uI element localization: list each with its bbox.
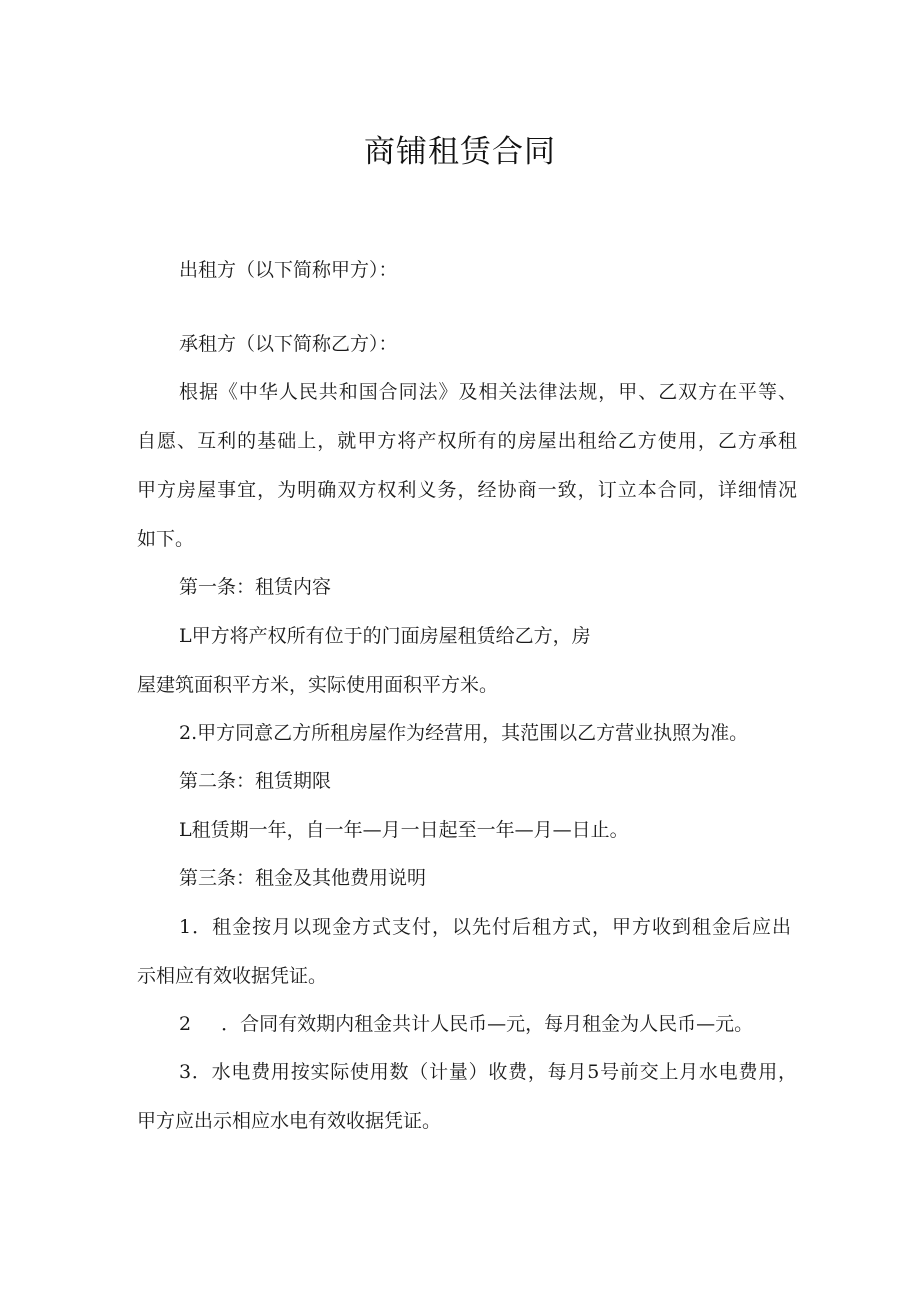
article-1-heading: 第一条：租赁内容 [179,576,332,598]
article-3-item-3-line-1: 3．水电费用按实际使用数（计量）收费，每月5号前交上月水电费用， [179,1061,797,1083]
article-3-item-2-text: ．合同有效期内租金共计人民币—元，每月租金为人民币—元。 [221,1013,754,1035]
article-3-item-2-number: 2 [179,1013,192,1035]
preamble-line-1: 根据《中华人民共和国合同法》及相关法律法规，甲、乙双方在平等、 [179,381,797,403]
preamble-line-2: 自愿、互利的基础上，就甲方将产权所有的房屋出租给乙方使用，乙方承租 [137,430,797,452]
preamble-line-4: 如下。 [137,528,195,550]
article-1-item-1-line-1: L甲方将产权所有位于的门面房屋租赁给乙方，房 [179,625,591,647]
preamble-line-3: 甲方房屋事宜，为明确双方权利义务，经协商一致，订立本合同，详细情况 [137,479,797,501]
document-title: 商铺租赁合同 [364,134,556,170]
article-2-heading: 第二条：租赁期限 [179,770,332,792]
article-3-item-1-line-2: 示相应有效收据凭证。 [137,965,328,987]
article-3-item-2 [179,1012,753,1036]
lessor-line: 出租方（以下简称甲方）： [179,259,398,281]
article-1-item-1-line-2: 屋建筑面积平方米，实际使用面积平方米。 [137,674,499,696]
lessee-line: 承租方（以下简称乙方）： [179,333,398,355]
article-2-item-1: L租赁期一年，自一年—月一日起至一年—月—日止。 [179,819,629,841]
article-3-heading: 第三条：租金及其他费用说明 [179,867,427,889]
article-3-item-3-line-2: 甲方应出示相应水电有效收据凭证。 [137,1110,442,1132]
article-3-item-1-line-1: 1．租金按月以现金方式支付，以先付后租方式，甲方收到租金后应出 [179,916,791,938]
article-1-item-2: 2.甲方同意乙方所租房屋作为经营用，其范围以乙方营业执照为准。 [179,722,749,744]
